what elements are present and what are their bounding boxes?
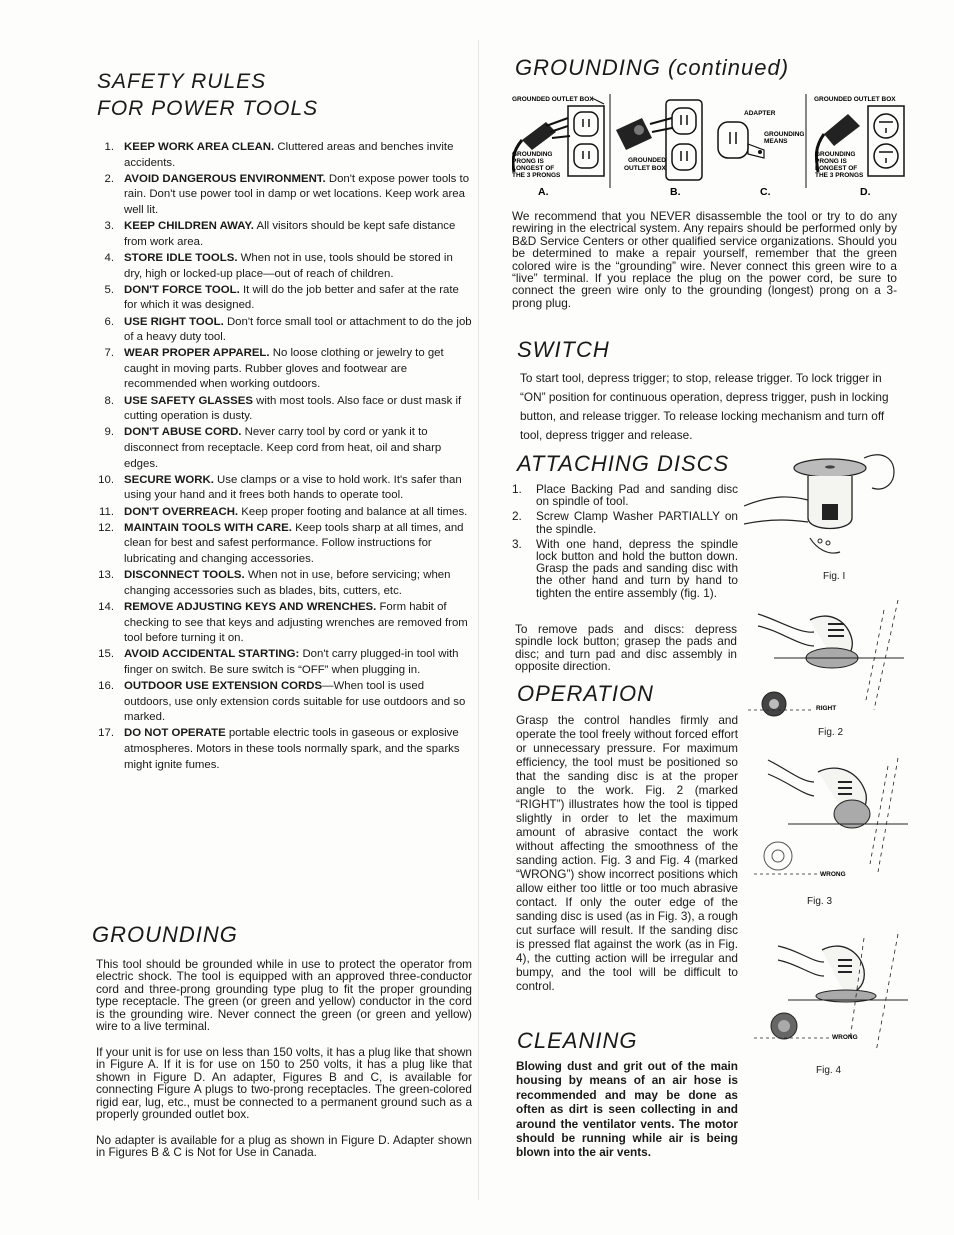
fig-a-prong-label-1: GROUNDING [512, 151, 553, 158]
figure-a-diagram [512, 96, 604, 198]
safety-rule-heading: AVOID ACCIDENTAL STARTING: [124, 648, 300, 661]
safety-rule-number: 5. [104, 283, 114, 296]
safety-rule-heading: USE RIGHT TOOL. [124, 315, 224, 328]
safety-rule-item [92, 505, 474, 521]
grounding-paragraph-2: If your unit is for use on less than 150 volts, it has a plug like that shown in Figure A. If it is for use on 150 to 250 volts, it has a plug like that shown in Figure D. An adapter, Figures B and C, is available for connecting Figure A plugs to two-prong receptacles. The green-colored rigid ear, lug, etc., must be connected to a permanent ground such as a properly grounded outlet box. [96, 1045, 472, 1122]
grounding-plug-diagram [512, 92, 907, 200]
fig3-caption: Fig. 3 [807, 896, 833, 907]
safety-rule-item [92, 568, 474, 599]
safety-rule-number: 10. [98, 473, 114, 486]
safety-rule-item [92, 315, 474, 346]
safety-rule-heading: USE SAFETY GLASSES [124, 394, 253, 407]
safety-rule-heading: DON'T OVERREACH. [124, 505, 239, 518]
safety-rule-number: 9. [104, 426, 114, 439]
grounding-paragraph-1: This tool should be grounded while in use to protect the operator from electric shock. The tool is equipped with an approved three-conductor cord and three-prong grounding type plug to fit the proper grounding type receptacle. The green (or green and yellow) conductor in the cord is the grounding wire. Never connect the green (or green and yellow) wire to a live terminal. [96, 957, 472, 1034]
safety-rule-item [92, 425, 474, 472]
switch-paragraph: To start tool, depress trigger; to stop, release trigger. To lock trigger in “ON” position for continuous operation, depress trigger, push in locking button, and release trigger. To release locking mechanism and turn off tool, depress trigger and release. [520, 371, 889, 442]
safety-rule-item [92, 346, 474, 393]
attaching-step-text: With one hand, depress the spindle lock button and hold the button down. Grasp the pads and sanding disc with the other hand and turn by hand to tighten the entire assembly (fig. 1). [536, 536, 738, 600]
safety-rule-number: 7. [104, 347, 114, 360]
safety-rule-number: 15. [98, 648, 114, 661]
fig4-wrong-label: WRONG [832, 1034, 858, 1041]
remove-discs-paragraph: To remove pads and discs: depress spindle lock button; grasep the pads and disc; and turn pad and disc assembly in opposite direction. [515, 622, 737, 674]
safety-rule-item [92, 219, 474, 250]
safety-rule-number: 4. [104, 251, 114, 264]
safety-rule-text: Cluttered areas and benches invite accidents. [124, 141, 454, 169]
safety-rule-text: with most tools. Also face or dust mask if cutting operation is dusty. [124, 394, 462, 423]
fig1-illustration [744, 448, 904, 568]
safety-rule-number: 2. [104, 172, 114, 185]
safety-rule-number: 12. [98, 521, 114, 534]
fig3-illustration [748, 752, 908, 887]
safety-rule-heading: DISCONNECT TOOLS. [124, 569, 245, 582]
grounding-title: GROUNDING [92, 922, 238, 947]
safety-rule-number: 1. [104, 141, 114, 153]
safety-rule-heading: WEAR PROPER APPAREL. [124, 347, 270, 360]
fig-a-label: A. [538, 186, 549, 198]
safety-rule-heading: AVOID DANGEROUS ENVIRONMENT. [124, 172, 326, 185]
figure-d-diagram [814, 96, 904, 198]
safety-rule-text: Don't force small tool or attachment to do the job of a heavy duty tool. [124, 315, 472, 344]
attaching-step-item [512, 538, 738, 599]
attaching-discs-title: ATTACHING DISCS [517, 451, 730, 476]
safety-rule-number: 8. [104, 394, 114, 407]
fig3-wrong-label: WRONG [820, 871, 846, 878]
fig2-illustration [748, 590, 908, 720]
safety-rule-heading: DON'T FORCE TOOL. [124, 283, 240, 296]
fig-d-prong-label-2: PRONG IS [815, 158, 847, 165]
safety-rule-item [92, 251, 474, 282]
safety-rule-text: It will do the job better and safer at the rate for which it was designed. [124, 283, 459, 312]
figure-c-diagram [718, 110, 804, 198]
attaching-steps-list [512, 483, 738, 602]
fig4-caption: Fig. 4 [816, 1065, 842, 1076]
figure-b-diagram [616, 100, 702, 198]
safety-rule-item [92, 679, 474, 726]
safety-rule-item [92, 140, 474, 171]
fig-a-prong-label-3: LONGEST OF [512, 165, 555, 172]
fig4-illustration [748, 926, 908, 1061]
switch-title: SWITCH [517, 337, 610, 362]
safety-rule-item [92, 473, 474, 504]
safety-rule-heading: MAINTAIN TOOLS WITH CARE. [124, 521, 292, 534]
safety-rule-heading: KEEP CHILDREN AWAY. [124, 220, 254, 233]
safety-rule-text: Keep proper footing and balance at all times. [238, 505, 468, 518]
safety-rule-item [92, 283, 474, 314]
grounding-continued-paragraph: We recommend that you NEVER disassemble the tool or try to do any rewiring in the electrical system. Any repairs should be performed only by B&D Service Centers or other qualified service organizations. Should you be determined to make a repair yourself, remember that the green colored wire is the “grounding” wire. Never connect this green wire to a “live” terminal. If you replace the plug on the power cord, be sure to connect the green wire only to the grounding (longest) prong on a 3-prong plug. [512, 209, 897, 310]
fig-b-grounded-label-2: OUTLET BOX [624, 165, 666, 172]
fig-d-label: D. [860, 186, 871, 198]
fig-d-outlet-box-label: GROUNDED OUTLET BOX [814, 96, 896, 103]
attaching-step-number: 2. [512, 509, 522, 524]
safety-rule-text: —When tool is used outdoors, use only extension cords suitable for use outdoors and so marked. [124, 680, 466, 724]
attaching-step-number: 1. [512, 482, 522, 496]
cleaning-title: CLEANING [517, 1028, 638, 1053]
fig-b-grounded-label-1: GROUNDED [628, 157, 666, 164]
safety-rule-item [92, 172, 474, 219]
safety-rule-item [92, 647, 474, 678]
safety-rule-text: When not in use, tools should be stored in dry, high or locked-up place—out of reach of children. [124, 251, 453, 280]
fig-c-means-label-1: GROUNDING [764, 131, 805, 138]
attaching-step-number: 3. [512, 536, 522, 551]
fig-d-prong-label-3: LONGEST OF [815, 165, 858, 172]
grounding-paragraph-3: No adapter is available for a plug as shown in Figure D. Adapter shown in Figures B & C is Not for Use in Canada. [96, 1133, 472, 1160]
safety-rule-item [92, 726, 474, 773]
fig-c-adapter-label: ADAPTER [744, 110, 776, 117]
fig-c-means-label-2: MEANS [764, 138, 788, 145]
safety-rules-list [92, 140, 474, 774]
safety-rule-heading: KEEP WORK AREA CLEAN. [124, 141, 275, 153]
safety-rule-heading: OUTDOOR USE EXTENSION CORDS [124, 680, 323, 693]
safety-rule-heading: REMOVE ADJUSTING KEYS AND WRENCHES. [124, 600, 377, 613]
safety-rule-text: All visitors should be kept safe distance from work area. [124, 220, 456, 248]
fig2-caption: Fig. 2 [818, 727, 844, 738]
safety-rule-number: 17. [98, 727, 114, 740]
safety-rule-heading: DO NOT OPERATE [124, 727, 226, 740]
safety-rule-number: 13. [98, 569, 114, 582]
fig-a-outlet-box-label: GROUNDED OUTLET BOX [512, 96, 594, 103]
attaching-step-text: Screw Clamp Washer PARTIALLY on the spindle. [536, 509, 738, 536]
safety-rule-text: Never carry tool by cord or yank it to disconnect from receptacle. Keep cord from heat, oil and sharp edges. [124, 426, 442, 470]
safety-rule-text: Don't carry plugged-in tool with finger on switch. Be sure switch is “OFF” when plugging in. [124, 648, 459, 676]
safety-rule-text: No loose clothing or jewelry to get caught in moving parts. Rubber gloves and footwear are recommended when working outdoors. [124, 347, 444, 391]
safety-rule-text: Use clamps or a vise to hold work. It's safer than using your hand and it frees both hands to operate tool. [124, 473, 462, 502]
safety-rule-item [92, 521, 474, 568]
fig1-caption: Fig. I [823, 571, 846, 582]
safety-title-line2: FOR POWER TOOLS [97, 97, 319, 120]
safety-rule-heading: DON'T ABUSE CORD. [124, 426, 242, 439]
fig-d-prong-label-4: THE 3 PRONGS [815, 172, 864, 179]
safety-rule-text: Keep tools sharp at all times, and clean for best and safest performance. Follow instructions for lubricating and changing accessories. [124, 521, 464, 565]
safety-rule-number: 16. [98, 680, 114, 693]
operation-title: OPERATION [517, 681, 654, 706]
safety-rule-heading: SECURE WORK. [124, 473, 214, 486]
fig2-right-label: RIGHT [816, 705, 837, 712]
fig-a-prong-label-4: THE 3 PRONGS [512, 172, 561, 179]
fig-d-prong-label-1: GROUNDING [815, 151, 856, 158]
safety-rule-number: 6. [104, 315, 114, 328]
operation-paragraph: Grasp the control handles firmly and operate the tool freely without forced effort or unnecessary pressure. For maximum efficiency, the tool must be positioned so that the sanding disc is at the proper angle to the work. Fig. 2 (marked “RIGHT”) illustrates how the tool is tipped slightly in order to let the maximum amount of abrasive contact the work without affecting the smoothness of the sanding action. Fig. 3 and Fig. 4 (marked “WRONG”) show incorrect positions which allow either too little or too much abrasive contact. If only the outer edge of the sanding disc is used (as in Fig. 3), a rough cut surface will result. If the sanding disc is pressed flat against the work (as in Fig. 4), the cutting action will be irregular and bumpy, and the tool will be difficult to control. [516, 713, 738, 993]
safety-title-line1: SAFETY RULES [97, 70, 267, 93]
safety-rule-text: Don't expose power tools to rain. Don't use power tool in damp or wet locations. Keep work area well lit. [124, 172, 470, 216]
safety-rule-text: portable electric tools in gaseous or explosive atmospheres. Motors in these tools normally spark, and the sparks might ignite fumes. [124, 727, 460, 771]
safety-rule-number: 14. [98, 600, 114, 613]
fig-a-prong-label-2: PRONG IS [512, 158, 544, 165]
attaching-step-item [512, 483, 738, 507]
fig-b-label: B. [670, 186, 681, 198]
safety-rule-heading: STORE IDLE TOOLS. [124, 251, 238, 264]
safety-rule-number: 3. [104, 220, 114, 233]
safety-rule-text: When not in use, before servicing; when changing accessories such as blades, bits, cutters, etc. [124, 569, 451, 597]
safety-rule-text: Form habit of checking to see that keys and adjusting wrenches are removed from tool before turning it on. [124, 600, 468, 645]
safety-title [97, 68, 318, 122]
safety-rule-number: 11. [99, 505, 114, 518]
safety-rule-item [92, 394, 474, 425]
attaching-step-text: Place Backing Pad and sanding disc on spindle of tool. [536, 482, 738, 509]
grounding-continued-title: GROUNDING (continued) [515, 55, 790, 80]
fig-c-label: C. [760, 186, 771, 198]
attaching-step-item [512, 510, 738, 534]
safety-rule-item [92, 600, 474, 647]
column-divider [478, 40, 479, 1200]
cleaning-paragraph: Blowing dust and grit out of the main housing by means of an air hose is recommended and may be done as often as dirt is seen collecting in and around the ventilator vents. The motor should be running while air is being blown into the air vents. [516, 1059, 738, 1160]
